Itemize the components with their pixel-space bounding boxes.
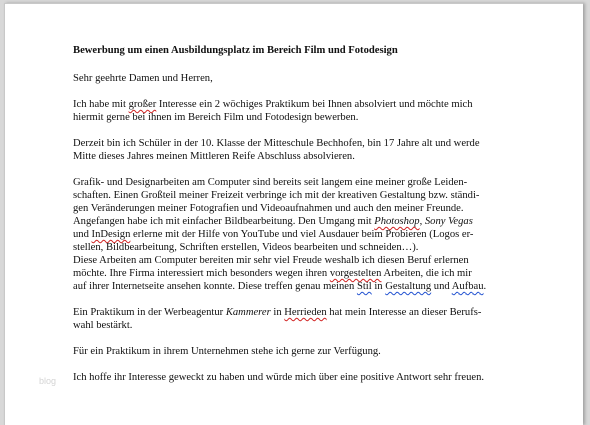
spellcheck-word: vorgestelten xyxy=(329,268,382,279)
text-line: gen Veränderungen meiner Fotografien und Videoaufnahmen und auch den meiner Freunde. xyxy=(73,203,464,214)
text-line: stellen, Bildbearbeitung, Schriften erstellen, Videos bearbeiten und schneiden…). xyxy=(73,242,419,253)
paragraph-schule xyxy=(73,137,543,163)
watermark: blog xyxy=(39,376,57,386)
grammar-word: Stil xyxy=(356,281,372,292)
text-line: möchte. Ihre Firma interessiert mich besonders wegen ihren vorgestelten Arbeiten, die ich mir xyxy=(73,268,472,279)
text-line: auf ihrer Internetseite ansehen konnte. Diese treffen genau meinen Stil in Gestaltung und Aufbau. xyxy=(73,281,487,292)
paragraph-interessen xyxy=(73,176,543,293)
text-line: Diese Arbeiten am Computer bereiten mir sehr viel Freude weshalb ich diesen Beruf erlernen xyxy=(73,255,469,266)
text-line: Für ein Praktikum in ihrem Unternehmen stehe ich gerne zur Verfügung. xyxy=(73,346,381,357)
text-line: und InDesign erlerne mit der Hilfe von YouTube und viel Ausdauer beim Probieren (Logos er- xyxy=(73,229,474,240)
paragraph-schluss xyxy=(73,371,543,384)
salutation: Sehr geehrte Damen und Herren, xyxy=(73,73,213,84)
text-line: Ein Praktikum in der Werbeagentur Kammerer in Herrieden hat mein Interesse an dieser Berufs- xyxy=(73,307,482,318)
paragraph-verfuegung xyxy=(73,345,543,358)
text-line: Derzeit bin ich Schüler in der 10. Klasse der Mitteschule Bechhofen, bin 17 Jahre alt und werde xyxy=(73,138,480,149)
spellcheck-word: InDesign xyxy=(91,229,131,240)
text-line: schaften. Einen Großteil meiner Freizeit verbringe ich mit der kreativen Gestaltung bzw. ständi- xyxy=(73,190,480,201)
spellcheck-word: großer xyxy=(128,99,157,110)
letter-subject: Bewerbung um einen Ausbildungsplatz im Bereich Film und Fotodesign xyxy=(73,45,398,56)
document-page xyxy=(4,3,583,425)
letter-body xyxy=(73,44,543,397)
spellcheck-word: Herrieden xyxy=(284,307,327,318)
text-line: hiermit gerne bei ihnen im Bereich Film und Fotodesign bewerben. xyxy=(73,112,359,123)
text-line: Grafik- und Designarbeiten am Computer sind bereits seit langem eine meiner große Leiden- xyxy=(73,177,468,188)
spellcheck-word: Photoshop xyxy=(374,216,420,227)
text-line: Ich hoffe ihr Interesse geweckt zu haben und würde mich über eine positive Antwort sehr freuen. xyxy=(73,372,485,383)
text-line: Angefangen habe ich mit einfacher Bildbearbeitung. Den Umgang mit Photoshop, Sony Vegas xyxy=(73,216,473,227)
text-line: Ich habe mit großer Interesse ein 2 wöchiges Praktikum bei Ihnen absolviert und möchte mich xyxy=(73,99,473,110)
paragraph-werbeagentur xyxy=(73,306,543,332)
text-line: Mitte dieses Jahres meinen Mittleren Reife Abschluss absolvieren. xyxy=(73,151,355,162)
paragraph-praktikum xyxy=(73,98,543,124)
text-line: wahl bestärkt. xyxy=(73,320,133,331)
grammar-word: Aufbau xyxy=(451,281,484,292)
grammar-word: Gestaltung xyxy=(385,281,432,292)
